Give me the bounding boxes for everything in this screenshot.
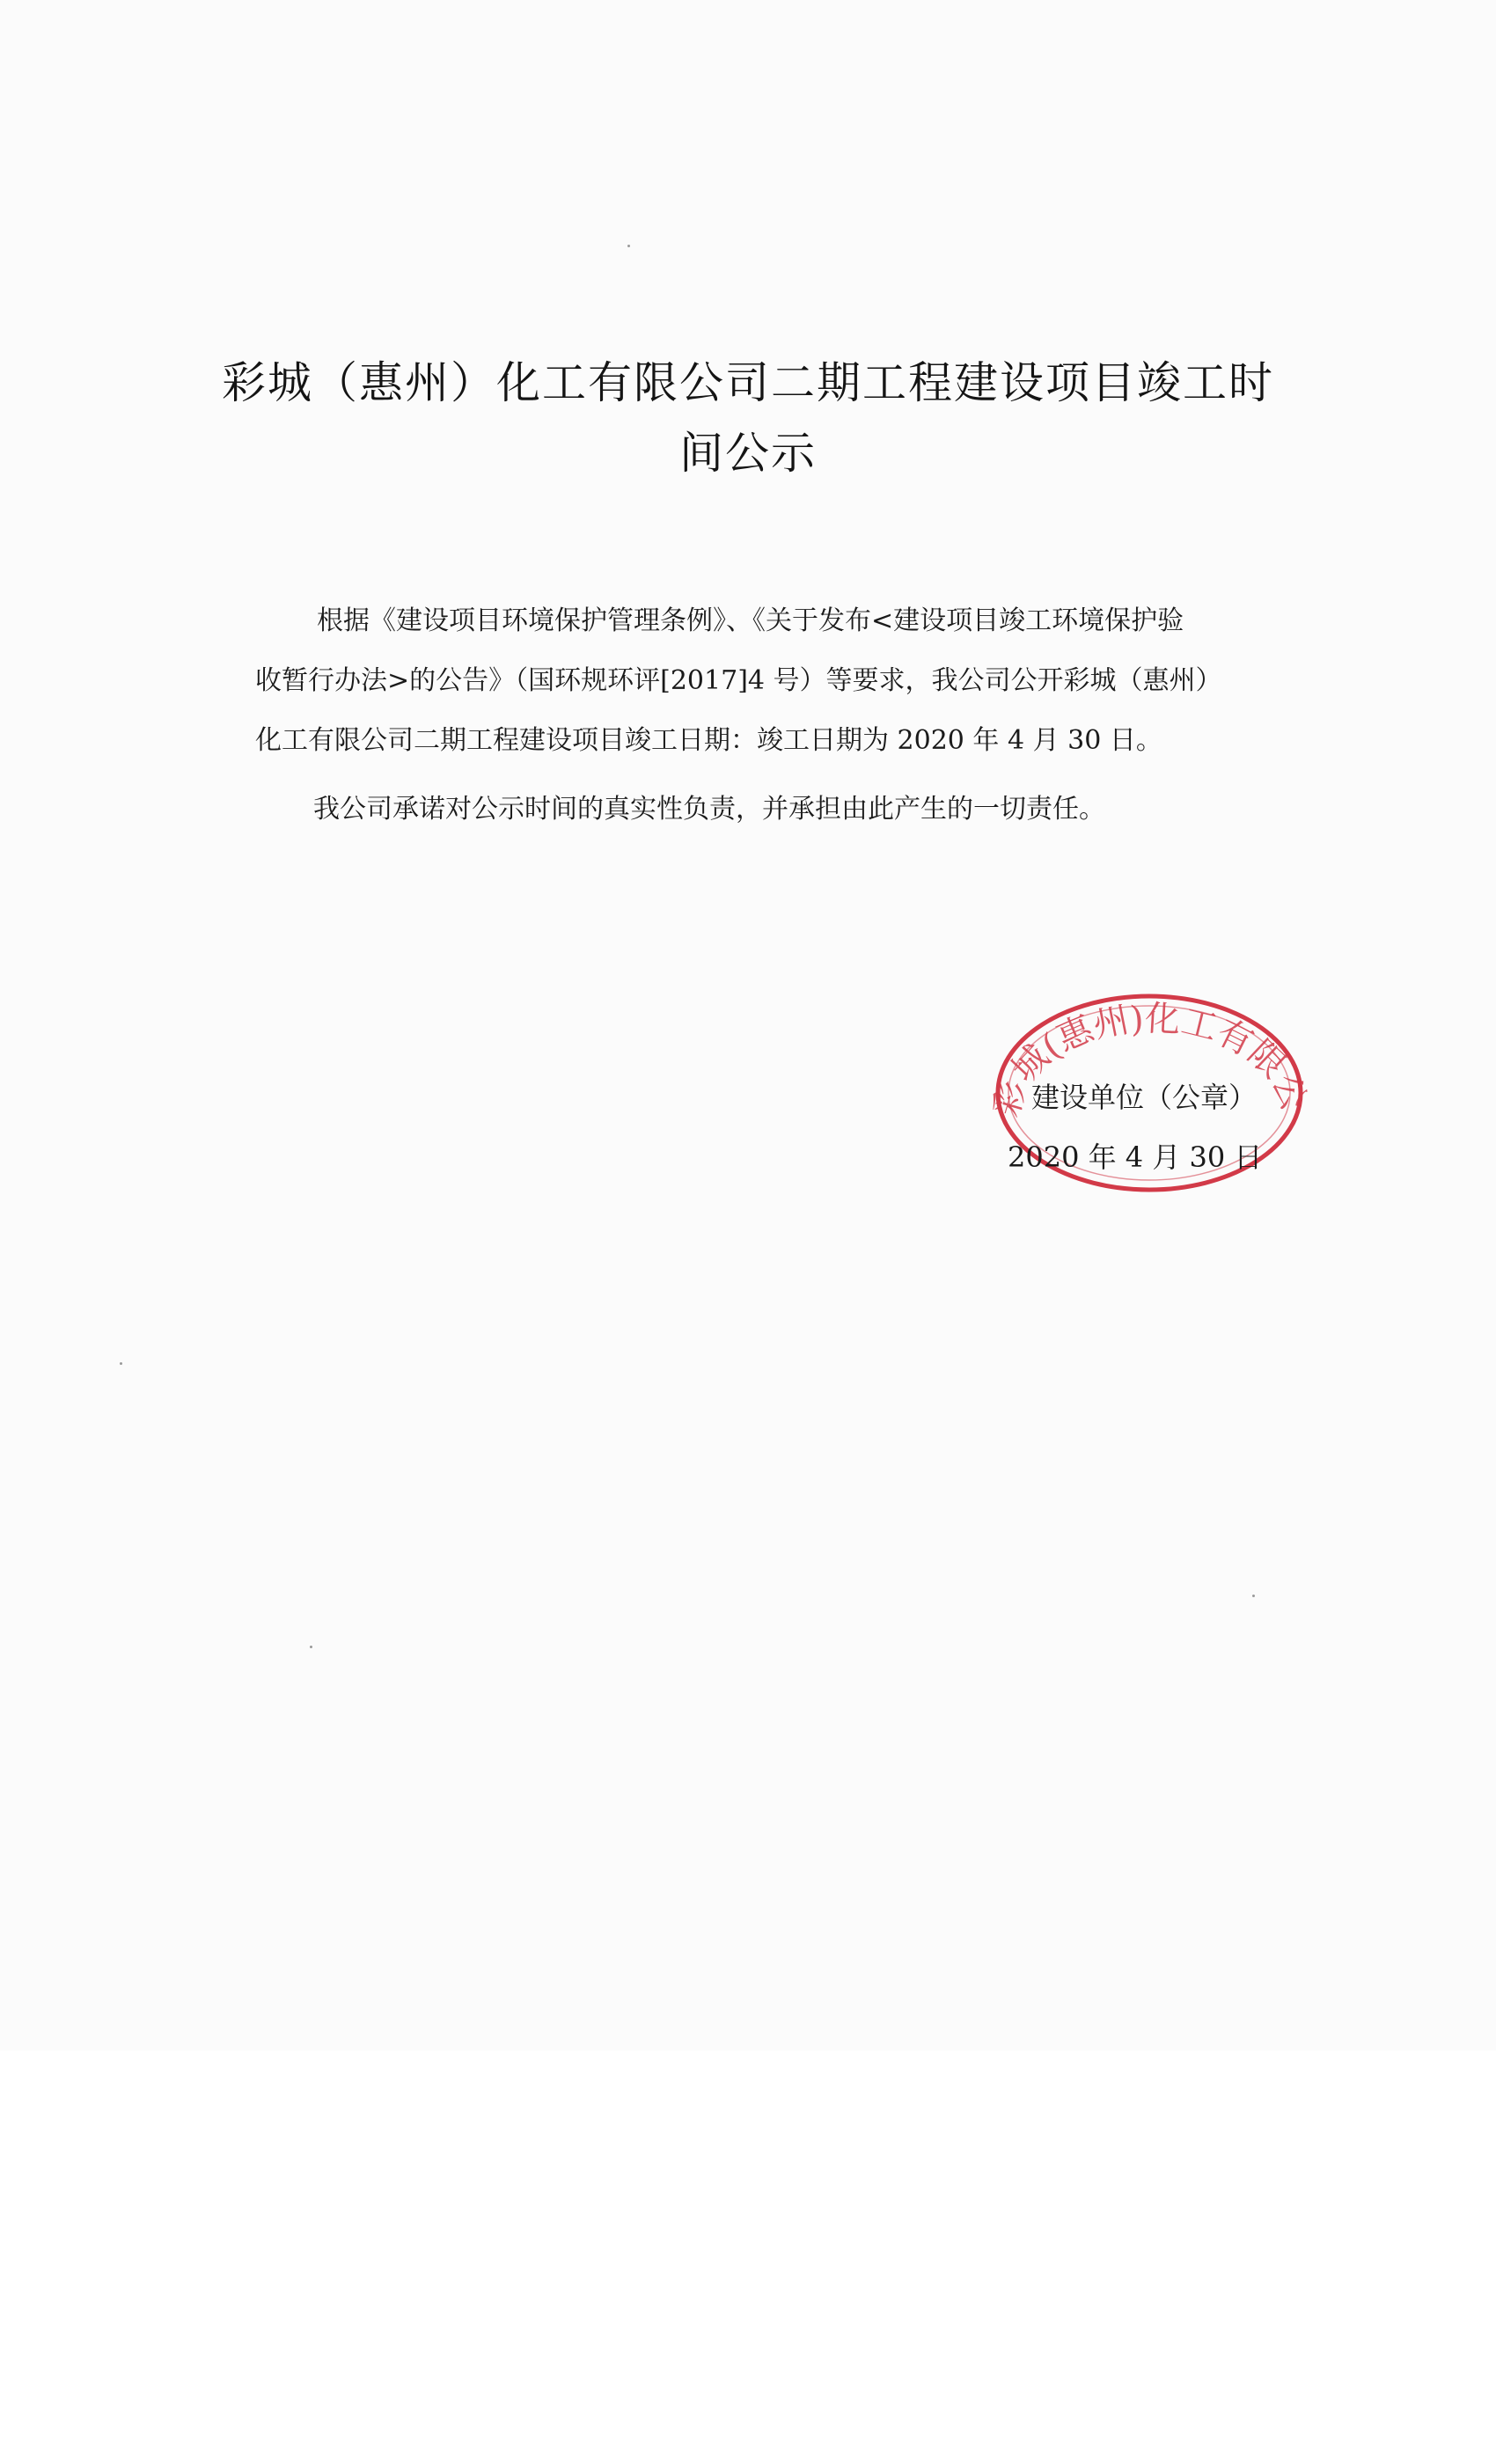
paragraph-1-line-2: 收暂行办法>的公告》（国环规环评[2017]4 号）等要求，我公司公开彩城（惠州） xyxy=(255,665,1222,696)
signature-date: 2020 年 4 月 30 日 xyxy=(1008,1140,1263,1174)
paragraph-commitment xyxy=(255,780,1285,840)
paragraph-regulation-basis xyxy=(255,591,1285,771)
scan-speck xyxy=(120,1362,122,1365)
scan-speck xyxy=(310,1646,312,1648)
paragraph-1-line-1: 根据《建设项目环境保护管理条例》、《关于发布<建设项目竣工环境保护验 xyxy=(317,605,1184,636)
document-title-line-1: 彩城（惠州）化工有限公司二期工程建设项目竣工时 xyxy=(222,357,1274,408)
document-title-line-2: 间公示 xyxy=(679,428,817,479)
scan-speck xyxy=(627,245,630,247)
svg-text:彩城(惠州)化工有限公司: 彩城(惠州)化工有限 xyxy=(990,998,1294,1121)
paragraph-2-line-1: 我公司承诺对公示时间的真实性负责，并承担由此产生的一切责任。 xyxy=(313,794,1105,825)
signature-unit-label: 建设单位（公章） xyxy=(1031,1081,1258,1114)
paragraph-1-line-3: 化工有限公司二期工程建设项目竣工日期：竣工日期为 2020 年 4 月 30 日。 xyxy=(255,725,1162,756)
scan-speck xyxy=(1252,1595,1255,1597)
